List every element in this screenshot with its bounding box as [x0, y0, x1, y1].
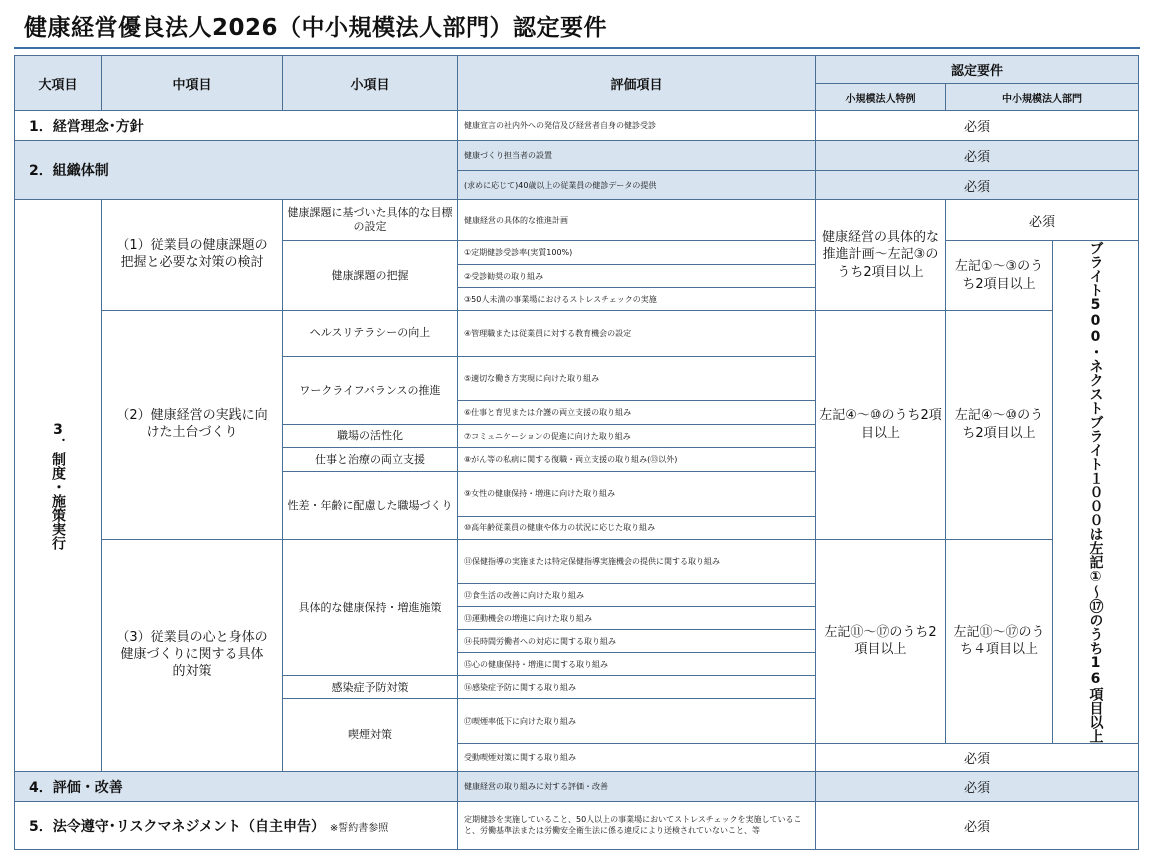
sec2-req-2: 必須	[816, 171, 1139, 200]
item-9: ⑨女性の健康保持・増進に向けた取り組み	[458, 472, 816, 517]
sec5-req: 必須	[816, 802, 1139, 850]
small-kitsuen: 喫煙対策	[283, 699, 458, 772]
sec1-item: 健康宣言の社内外への発信及び経営者自身の健診受診	[458, 111, 816, 141]
item-6: ⑥仕事と育児または介護の両立支援の取り組み	[458, 401, 816, 425]
item-jyudo: 受動喫煙対策に関する取り組み	[458, 744, 816, 772]
sec2-label: 2．組織体制	[15, 141, 458, 200]
small-ryoritsu: 仕事と治療の両立支援	[283, 448, 458, 472]
sec5-item: 定期健診を実施していること、50人以上の事業場においてストレスチェックを実施していること、労働基準法または労働安全衛生法に係る違反により送検されていないこと、等	[458, 802, 816, 850]
title-underline	[14, 47, 1140, 49]
sec4-req: 必須	[816, 772, 1139, 802]
cond-mid-1: 左記①～③のうち2項目以上	[946, 241, 1053, 311]
header-chu: 中項目	[102, 56, 283, 111]
sec3-mid-3: （3）従業員の心と身体の健康づくりに関する具体的対策	[102, 539, 283, 771]
cond-small-3: 左記⑪～⑰のうち2項目以上	[816, 539, 946, 743]
sec2-req-1: 必須	[816, 141, 1139, 171]
req-jyudo: 必須	[816, 744, 1139, 772]
cond-small-2: 左記④～⑩のうち2項目以上	[816, 311, 946, 540]
small-kansen: 感染症予防対策	[283, 676, 458, 699]
small-kenko: 具体的な健康保持・増進施策	[283, 539, 458, 676]
header-shokibo: 小規模法人特例	[816, 84, 946, 111]
item-plan: 健康経営の具体的な推進計画	[458, 200, 816, 241]
item-1: ①定期健診受診率(実質100%)	[458, 241, 816, 265]
sec2-item-1: 健康づくり担当者の設置	[458, 141, 816, 171]
small-seisa: 性差・年齢に配慮した職場づくり	[283, 472, 458, 540]
requirements-table	[14, 55, 1139, 850]
header-nintei: 認定要件	[816, 56, 1139, 84]
sec1-req: 必須	[816, 111, 1139, 141]
small-mokuhyo: 健康課題に基づいた具体的な目標の設定	[283, 200, 458, 241]
item-10: ⑩高年齢従業員の健康や体力の状況に応じた取り組み	[458, 516, 816, 539]
small-wlb: ワークライフバランスの推進	[283, 356, 458, 425]
cond-small-1: 健康経営の具体的な推進計画～左記③のうち2項目以上	[816, 200, 946, 311]
small-kassei: 職場の活性化	[283, 425, 458, 448]
sec5-label-text: 5．法令遵守･リスクマネジメント（自主申告）	[29, 818, 326, 835]
sec4-item: 健康経営の取り組みに対する評価・改善	[458, 772, 816, 802]
sec3-label: 3．制度・施策実行	[15, 200, 102, 772]
item-16: ⑯感染症予防に関する取り組み	[458, 676, 816, 699]
sec2-item-2: (求めに応じて)40歳以上の従業員の健診データの提供	[458, 171, 816, 200]
item-13: ⑬運動機会の増進に向けた取り組み	[458, 607, 816, 630]
small-literacy: ヘルスリテラシーの向上	[283, 311, 458, 357]
header-sho: 小項目	[283, 56, 458, 111]
bright-condition: ブライト500・ネクストブライト１０００は左記①～⑰のうち16項目以上	[1053, 241, 1139, 744]
header-chusho: 中小規模法人部門	[946, 84, 1139, 111]
item-12: ⑫食生活の改善に向けた取り組み	[458, 584, 816, 607]
sec1-label: 1．経営理念･方針	[15, 111, 458, 141]
cond-req-plan: 必須	[946, 200, 1139, 241]
sec3-mid-1: （1）従業員の健康課題の把握と必要な対策の検討	[102, 200, 283, 311]
item-7: ⑦コミュニケーションの促進に向けた取り組み	[458, 425, 816, 448]
item-8: ⑧がん等の私病に関する復職・両立支援の取り組み(⑬以外)	[458, 448, 816, 472]
item-2: ②受診勧奨の取り組み	[458, 265, 816, 288]
item-11: ⑪保健指導の実施または特定保健指導実施機会の提供に関する取り組み	[458, 539, 816, 584]
header-dai: 大項目	[15, 56, 102, 111]
item-17: ⑰喫煙率低下に向けた取り組み	[458, 699, 816, 744]
sec5-note: ※誓約書参照	[329, 822, 389, 834]
sec4-label: 4．評価・改善	[15, 772, 458, 802]
cond-mid-3: 左記⑪～⑰のうち４項目以上	[946, 539, 1053, 743]
item-15: ⑮心の健康保持・増進に関する取り組み	[458, 653, 816, 676]
item-5: ⑤適切な働き方実現に向けた取り組み	[458, 356, 816, 401]
small-haaku: 健康課題の把握	[283, 241, 458, 311]
item-3: ③50人未満の事業場におけるストレスチェックの実施	[458, 288, 816, 311]
sec3-mid-2: （2）健康経営の実践に向けた土台づくり	[102, 311, 283, 540]
header-hyoka: 評価項目	[458, 56, 816, 111]
item-14: ⑭長時間労働者への対応に関する取り組み	[458, 630, 816, 653]
cond-mid-2: 左記④～⑩のうち2項目以上	[946, 311, 1053, 540]
page-title: 健康経営優良法人2026（中小規模法人部門）認定要件	[24, 15, 608, 41]
sec5-label	[15, 802, 458, 850]
item-4: ④管理職または従業員に対する教育機会の設定	[458, 311, 816, 357]
